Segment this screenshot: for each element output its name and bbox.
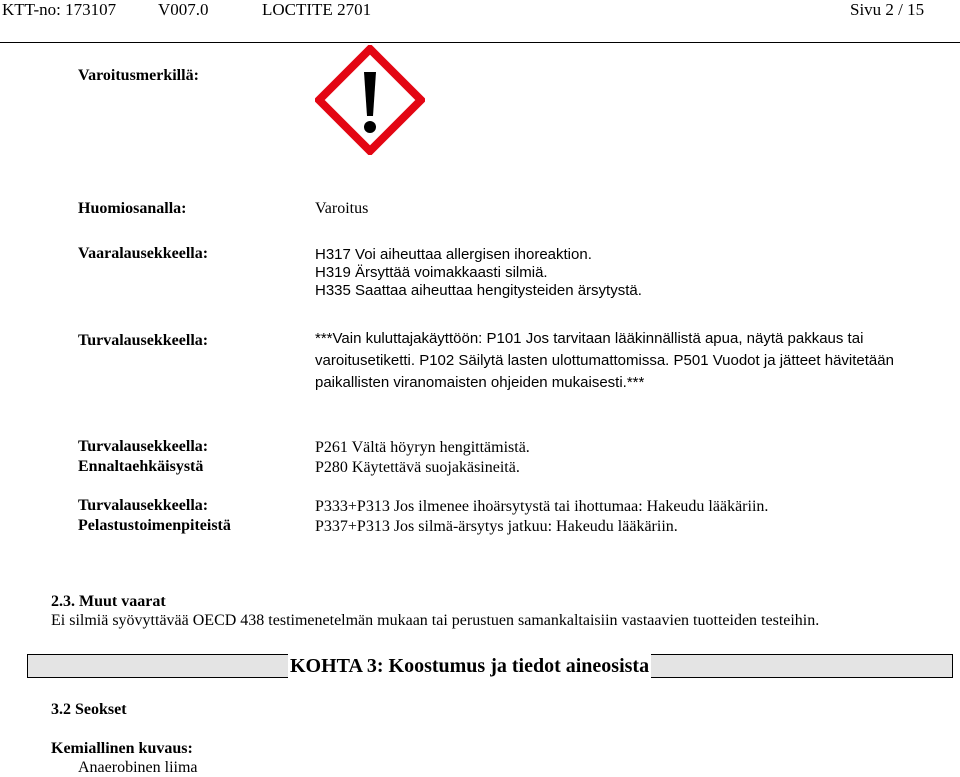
version: V007.0 <box>158 0 209 19</box>
hazard-statement: H335 Saattaa aiheuttaa hengitysteiden ärsytystä. <box>315 282 642 299</box>
signal-word: Varoitus <box>315 200 369 217</box>
hazard-statement: H317 Voi aiheuttaa allergisen ihoreaktion. <box>315 246 592 263</box>
response-statement: P333+P313 Jos ilmenee ihoärsytystä tai ihottumaa: Hakeudu lääkäriin. <box>315 498 769 515</box>
response-label: Turvalausekkeella: <box>78 497 209 514</box>
header-divider <box>0 42 960 43</box>
page-number: Sivu 2 / 15 <box>850 0 925 19</box>
safety-statement-line: ***Vain kuluttajakäyttöön: P101 Jos tarvitaan lääkinnällistä apua, näytä pakkaus tai <box>315 330 864 347</box>
other-hazards-heading: 2.3. Muut vaarat <box>51 593 166 610</box>
hazard-statement: H319 Ärsyttää voimakkaasti silmiä. <box>315 264 548 281</box>
hazard-statements-label: Vaaralausekkeella: <box>78 245 209 262</box>
prevention-statement: P280 Käytettävä suojakäsineitä. <box>315 459 520 476</box>
safety-statement-line: varoitusetiketti. P102 Säilytä lasten ulottumattomissa. P501 Vuodot ja jätteet hävitetään <box>315 352 894 369</box>
prevention-label: Turvalausekkeella: <box>78 438 209 455</box>
ktt-number: KTT-no: 173107 <box>2 0 117 19</box>
safety-statements-label: Turvalausekkeella: <box>78 332 209 349</box>
section-3-title: KOHTA 3: Koostumus ja tiedot aineosista <box>290 655 650 677</box>
prevention-statement: P261 Vältä höyryn hengittämistä. <box>315 439 530 456</box>
exclamation-mark-icon <box>315 45 425 155</box>
warning-symbols-label: Varoitusmerkillä: <box>78 67 199 84</box>
response-statement: P337+P313 Jos silmä-ärsytys jatkuu: Hakeudu lääkäriin. <box>315 518 678 535</box>
chemical-description-value: Anaerobinen liima <box>78 759 198 776</box>
chemical-description-label: Kemiallinen kuvaus: <box>51 740 193 757</box>
signal-word-label: Huomiosanalla: <box>78 200 187 217</box>
product-name: LOCTITE 2701 <box>262 0 372 19</box>
prevention-sublabel: Ennaltaehkäisystä <box>78 458 204 475</box>
other-hazards-text: Ei silmiä syövyttävää OECD 438 testimenetelmän mukaan tai perustuen samankaltaisiin vastaavien tuotteiden testeihin. <box>51 612 820 629</box>
response-sublabel: Pelastustoimenpiteistä <box>78 517 231 534</box>
safety-statement-line: paikallisten viranomaisten ohjeiden mukaisesti.*** <box>315 374 645 391</box>
mixtures-heading: 3.2 Seokset <box>51 701 127 718</box>
